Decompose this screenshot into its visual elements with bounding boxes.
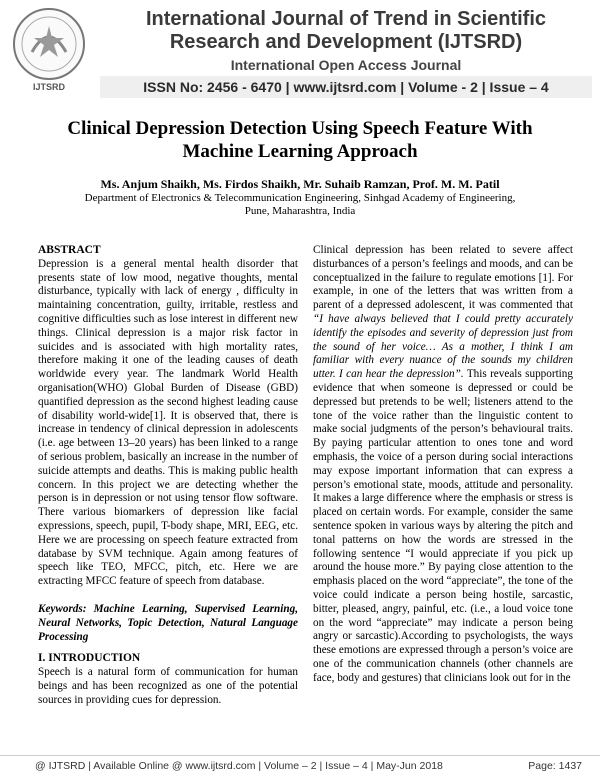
body-paragraph xyxy=(313,244,573,686)
introduction-heading: I. INTRODUCTION xyxy=(38,652,141,665)
footer-citation: @ IJTSRD | Available Online @ www.ijtsrd.com | Volume – 2 | Issue – 4 | May-Jun 2018 xyxy=(35,760,443,772)
svg-text:IJTSRD: IJTSRD xyxy=(32,82,66,92)
abstract-heading: ABSTRACT xyxy=(38,244,101,256)
right-column xyxy=(313,244,573,686)
journal-title-line1: International Journal of Trend in Scientific xyxy=(145,8,547,30)
authors: Ms. Anjum Shaikh, Ms. Firdos Shaikh, Mr. Suhaib Ramzan, Prof. M. M. Patil xyxy=(100,177,500,191)
paper-title-line1: Clinical Depression Detection Using Speech Feature With xyxy=(67,118,533,139)
journal-header xyxy=(0,0,600,100)
journal-logo xyxy=(10,4,88,96)
issn-bar: ISSN No: 2456 - 6470 | www.ijtsrd.com | Volume - 2 | Issue – 4 xyxy=(100,76,592,98)
body-text-2: This reveals supporting evidence that when someone is depressed or could be depressed but pretends to be well; listeners attend to the tone of the voice rather than the linguistic content to make social judgments of the person’s behavioural traits. By paying particular attention to ones tone and word emphasis, the voice of a person during social interactions may expose important information that can express a person’s emotional state, moods, attitude and personality. It makes a large difference where the emphasis or stress is placed on certain words. For example, consider the same sentence spoken in various ways by altering the pitch and tonal patterns on how the words are stressed in the following sentence “I would appreciate if you pick up around the house more.” By paying close attention to the emphasis placed on the word “appreciate”, the tone of the voice could indicate a person being hostile, sarcastic, bitter, pleased, angry, painful, etc. (i.e., a loud voice tone on the word “appreciate” may indicate a person being angry or sarcastic).According to psychologists, the ways these emotions are expressed through a person’s voice are one of the communication channels (other channels are face, body and gestures) that clinicians look out for in the xyxy=(313,368,573,684)
paper-title-line2: Machine Learning Approach xyxy=(182,141,418,162)
affiliation xyxy=(0,192,600,218)
journal-subtitle: International Open Access Journal xyxy=(230,57,462,73)
journal-title-line2: Research and Development (IJTSRD) xyxy=(169,31,523,53)
affiliation-line1: Department of Electronics & Telecommunication Engineering, Sinhgad Academy of Engineering, xyxy=(84,192,516,204)
page-number: Page: 1437 xyxy=(528,760,582,772)
parent-quote: “I have always believed that I could pretty accurately identify the episodes and severity of depression just from the sound of her voice… As a mother, I think I am familiar with every nuance of the sounds my children utter. I can hear the depression”. xyxy=(313,312,573,381)
left-column xyxy=(38,244,298,708)
body-text-1: Clinical depression has been related to severe affect disturbances of a person’s feelings and moods, and can be conceptualized in the failure to regulate emotions [1]. For example, in one of the letters that was written from a parent of a depressed adolescent, it was commented that xyxy=(313,244,573,312)
introduction-text: Speech is a natural form of communication for human beings and has been recognized as one of the potential sources in providing cues for depression. xyxy=(38,666,298,706)
affiliation-line2: Pune, Maharashtra, India xyxy=(244,205,356,217)
abstract-text: Depression is a general mental health disorder that presents state of low mood, negative thoughts, mental disturbance, typically with lack of energy , difficulty in maintaining concentration, guilty, irritable, restless and cognitive difficulties such as lose interest in different new things. Clinical depression is a major risk factor in suicides and is associated with high mortality rates, therefore making it one of the leading causes of death worldwide every year. The landmark World Health organisation(WHO) Global Burden of Disease (GBD) quantified depression as the second highest leading cause of disability world-wide[1]. It is observed that, there is increase in tendency of clinical depression in adolescents (i.e. age between 13–20 years) has been linked to a range of serious problem, basically an increase in the number of suicide attempts and deaths. This is making public health concern. In this project we are detecting whether the person is in depression or not using tensor flow software. There various biomarkers of depression like facial expressions, speech, pupil, T-body shape, MRI, EEG, etc. Here we are processing on speech feature extracted from database by SVM technique. Again among features of speech like TEO, MFCC, pitch, etc. Here we are extracting MFCC feature of speech from database. xyxy=(38,257,298,588)
page-footer xyxy=(0,755,600,777)
paper-title xyxy=(0,117,600,163)
keywords: Keywords: Machine Learning, Supervised Learning, Neural Networks, Topic Detection, Natural Language Processing xyxy=(38,602,298,643)
